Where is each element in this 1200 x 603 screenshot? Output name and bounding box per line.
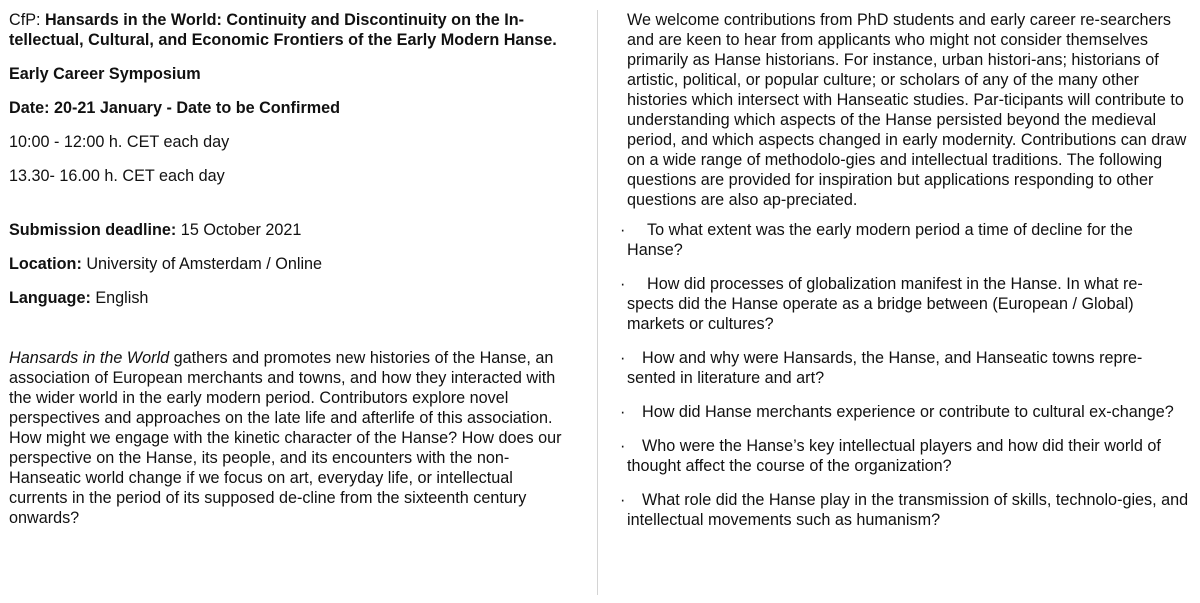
contributions-paragraph: We welcome contributions from PhD students and early career re-searchers and are keen to hear from applicants who might not consider themselves primarily as Hanse historians. For instance, urban histori-ans; historians of artistic, political, or popular culture; or scholars of any of the many other histories which intersect with Hanseatic studies. Par-ticipants will contribute to understanding which aspects of the Hanse persisted beyond the medieval period, and which aspects changed in early modernity. Contributions can draw on a wide range of methodolo-gies and intellectual traditions. The following questions are provided for inspiration but applications responding to other questions are also ap-preciated. (627, 11, 1187, 209)
cfp-title-bold: Hansards in the World: Continuity and Discontinuity on the In-tellectual, Cultural, and Economic Frontiers of the Early Modern Hanse. (9, 11, 557, 49)
bullet-icon: · (620, 221, 626, 239)
question-item: · How and why were Hansards, the Hanse, and Hanseatic towns repre-sented in literature and art? (620, 349, 1143, 387)
location-label: Location: (9, 255, 82, 273)
intro-paragraph (9, 348, 575, 528)
questions-list (620, 220, 1189, 530)
submission-deadline (9, 220, 575, 240)
deadline-value: 15 October 2021 (176, 221, 302, 239)
question-item: · What role did the Hanse play in the transmission of skills, technolo-gies, and intellectual movements such as humanism? (620, 491, 1189, 529)
language-value: English (90, 289, 149, 307)
question-item: · How did processes of globalization manifest in the Hanse. In what re-spects did the Hanse operate as a bridge between (European / Global) markets or cultures? (620, 275, 1143, 333)
cfp-title (9, 10, 575, 50)
location-value: University of Amsterdam / Online (81, 255, 323, 273)
intro-text: gathers and promotes new histories of the Hanse, an association of European merchants and towns, and how they interacted with the wider world in the early modern period. Contributors explore novel perspectives and approaches on the late life and afterlife of this association. How might we engage with the kinetic character of the Hanse? How does our perspective on the Hanse, its people, and its encounters with the non-Hanseatic world change if we focus on art, everyday life, or intellectual currents in the period of its supposed de-cline from the sixteenth century onwards? (9, 349, 562, 527)
intro-italic-title: Hansards in the World (9, 349, 170, 367)
bullet-icon: · (620, 491, 626, 509)
date-line: Date: 20-21 January - Date to be Confirmed (9, 99, 341, 117)
bullet-icon: · (620, 349, 626, 367)
question-item: · To what extent was the early modern period a time of decline for the Hanse? (620, 221, 1133, 259)
bullet-icon: · (620, 275, 626, 293)
symposium-label: Early Career Symposium (9, 65, 201, 83)
bullet-icon: · (620, 437, 626, 455)
location-line (9, 254, 575, 274)
question-item: · How did Hanse merchants experience or contribute to cultural ex-change? (620, 403, 1174, 421)
right-column (620, 10, 1189, 544)
deadline-label: Submission deadline: (9, 221, 177, 239)
left-column (9, 10, 575, 528)
column-divider (597, 10, 598, 595)
language-label: Language: (9, 289, 91, 307)
cfp-prefix: CfP: (9, 11, 45, 29)
time-slot-2: 13.30- 16.00 h. CET each day (9, 167, 225, 185)
time-slot-1: 10:00 - 12:00 h. CET each day (9, 133, 230, 151)
question-item: · Who were the Hanse’s key intellectual players and how did their world of thought affect the course of the organization? (620, 437, 1161, 475)
language-line (9, 288, 575, 308)
bullet-icon: · (620, 403, 626, 421)
